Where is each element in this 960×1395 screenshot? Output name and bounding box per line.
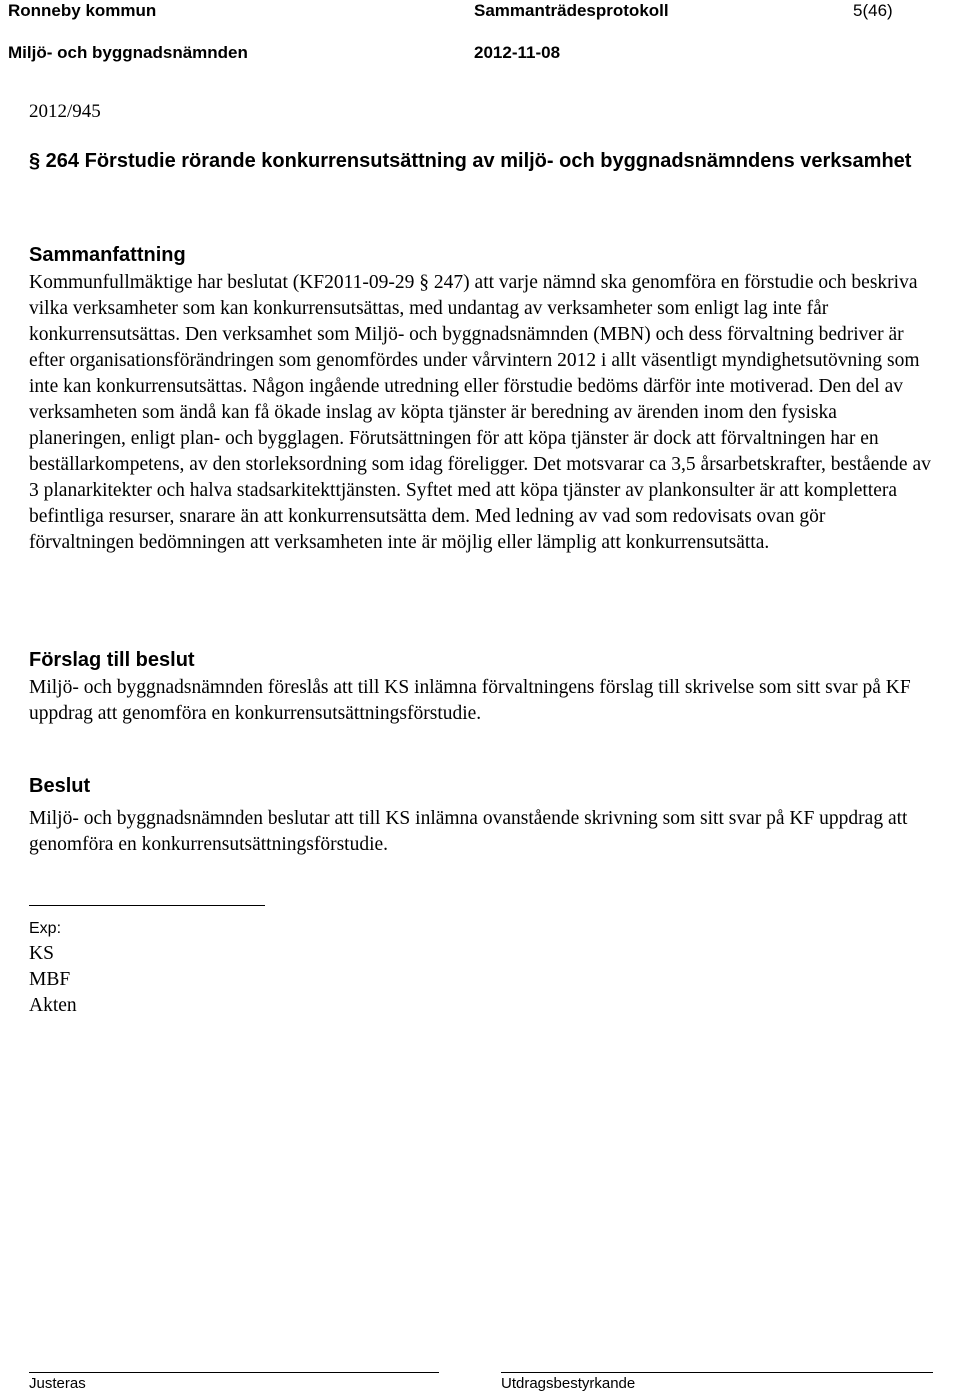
distribution-recipient: KS [29, 943, 54, 964]
proposal-text [29, 675, 934, 727]
case-number: 2012/945 [29, 101, 101, 122]
summary-text [29, 270, 934, 556]
distribution-label: Exp: [29, 920, 62, 937]
committee-name: Miljö- och byggnadsnämnden [8, 43, 248, 62]
municipality-name: Ronneby kommun [8, 1, 157, 20]
proposal-paragraph: Miljö- och byggnadsnämnden föreslås att till KS inlämna förvaltningens förslag till skrivelse som sitt svar på KF uppdrag att genomföra en konkurrensutsättningsförstudie. [29, 677, 911, 724]
footer-rule-left [29, 1372, 439, 1373]
meeting-date: 2012-11-08 [474, 43, 561, 62]
summary-heading: Sammanfattning [29, 244, 186, 266]
footer-justeras: Justeras [29, 1375, 86, 1392]
distribution-recipient: MBF [29, 969, 71, 990]
page-number: 5(46) [853, 1, 893, 20]
footer-utdragsbestyrkande: Utdragsbestyrkande [501, 1375, 636, 1392]
footer-rule-right [501, 1372, 933, 1373]
item-title: § 264 Förstudie rörande konkurrensutsättning av miljö- och byggnadsnämndens verksamhet [29, 150, 912, 172]
proposal-heading: Förslag till beslut [29, 649, 195, 671]
document-type: Sammanträdesprotokoll [474, 1, 669, 20]
decision-heading: Beslut [29, 775, 91, 797]
summary-paragraph: Kommunfullmäktige har beslutat (KF2011-09-29 § 247) att varje nämnd ska genomföra en förstudie och beskriva vilka verksamheter som kan konkurrensutsättas, med undantag av verksamheter som enligt lag inte får konkurrensutsättas. Den verksamhet som Miljö- och byggnadsnämnden (MBN) och dess förvaltning bedriver är efter organisationsförändringen som genomfördes under vårvintern 2012 i allt väsentligt myndighetsutövning som inte kan konkurrensutsättas. Någon ingående utredning eller förstudie bedöms därför inte motiverad. Den del av verksamheten som ändå kan få ökade inslag av köpta tjänster är beredning av ärenden inom den fysiska planeringen, enligt plan- och bygglagen. Förutsättningen för att köpa tjänster är dock att förvaltningen har en beställarkompetens, av den storleksordning som idag föreligger. Det motsvarar ca 3,5 årsarbetskrafter, bestående av 3 planarkitekter och halva stadsarkitekttjänsten. Syftet med att köpa tjänster av plankonsulter är att komplettera befintliga resurser, snarare än att konkurrensutsätta dem. Med ledning av vad som redovisats ovan gör förvaltningen bedömningen att verksamheten inte är möjlig eller lämplig att konkurrensutsätta. [29, 272, 931, 553]
decision-text [29, 806, 934, 858]
decision-paragraph: Miljö- och byggnadsnämnden beslutar att till KS inlämna ovanstående skrivning som sitt svar på KF uppdrag att genomföra en konkurrensutsättningsförstudie. [29, 808, 908, 855]
distribution-recipient: Akten [29, 995, 77, 1016]
separator-line [29, 905, 265, 906]
